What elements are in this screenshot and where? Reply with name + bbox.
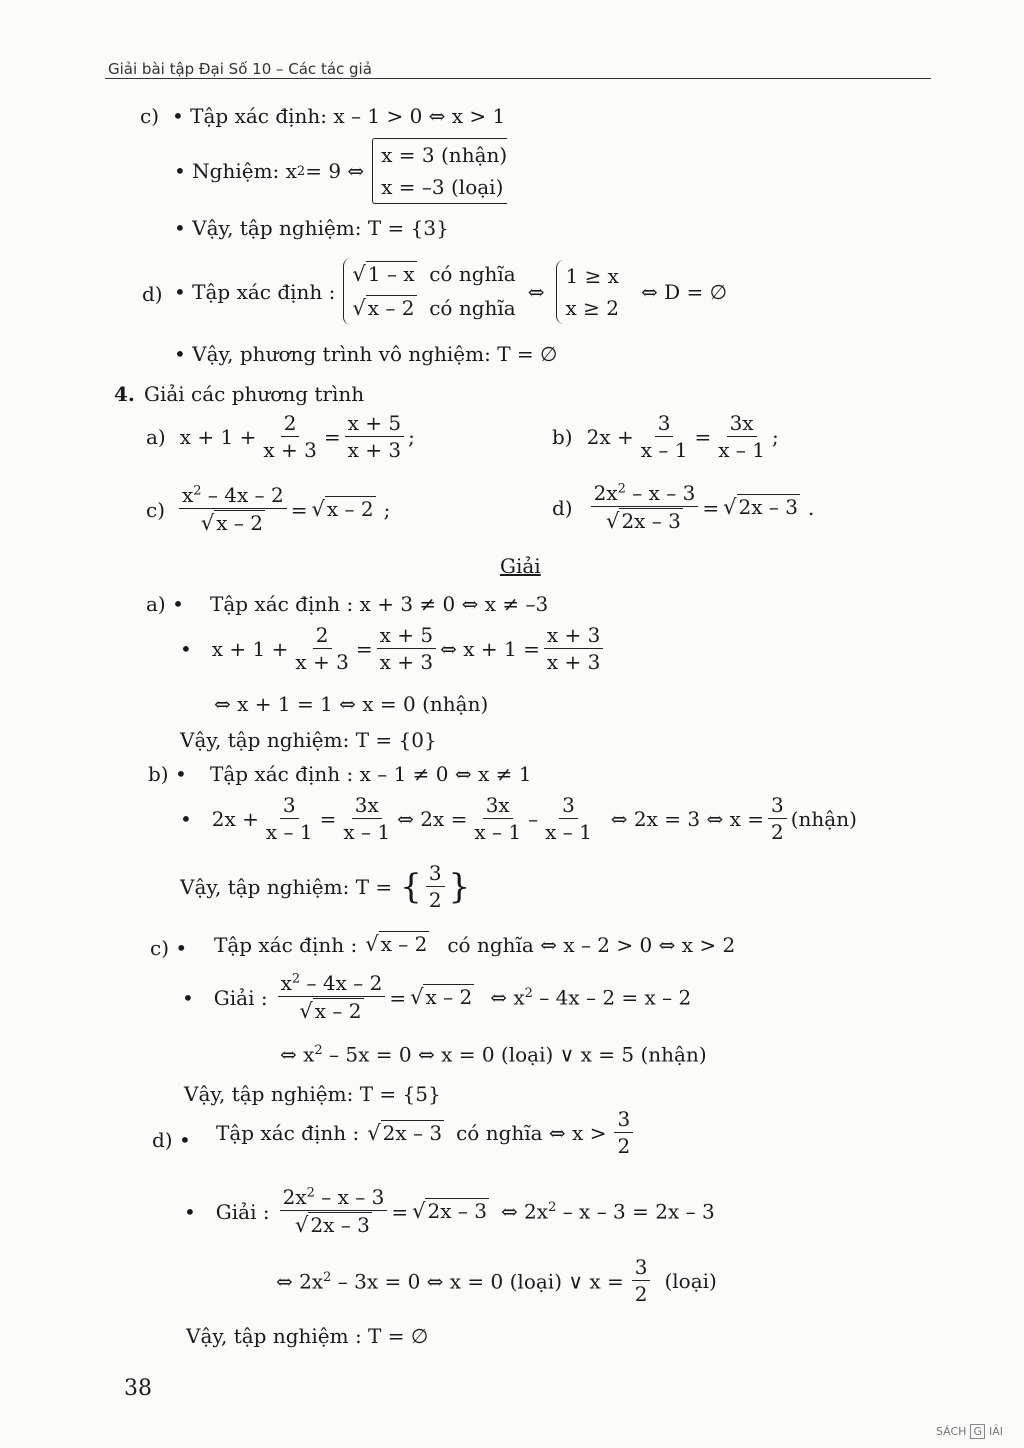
watermark: SÁCH G IẢI <box>935 1425 1003 1438</box>
sol-c-step: • Giải : $\frac{x^2 - 4x - 2}{√ x - 2}$ = √ x – 2 ⇔ $x^2 - 4x - 2 = x - 2$ <box>182 971 692 1023</box>
sol-b-domain: Tập xác định : x – 1 ≠ 0 ⇔ x ≠ 1 <box>210 762 532 786</box>
ex3d-conditions: 1 ≥ x x ≥ 2 <box>556 260 618 324</box>
header-rule <box>105 78 931 79</box>
sol-d-result: Vậy, tập nghiệm : T = ∅ <box>186 1324 429 1348</box>
sol-b-step: • 2x + $\frac{3}{x - 1}$ = $\frac{3x}{x - 1}$ ⇔ 2x = $\frac{3x}{x - 1}$ – $\frac{3}{x - 1}$ ⇔ 2x = 3 ⇔ x = $\frac{3}{2}$ (nhận) <box>180 793 857 844</box>
ex4a-equation: a) x + 1 + $\frac{2}{x + 3}$ = $\frac{x + 5}{x + 3}$ ; <box>146 411 415 462</box>
running-header: Giải bài tập Đại Số 10 – Các tác giả <box>108 60 372 78</box>
ex3d-result: • Vậy, phương trình vô nghiệm: T = ∅ <box>174 342 558 366</box>
sol-b-result: Vậy, tập nghiệm: T = { $\frac{3}{2}$ } <box>180 861 471 912</box>
sol-d-label: d) • <box>152 1128 191 1152</box>
ex3d-system: √ 1 – x có nghĩa √ x – 2 có nghĩa <box>343 258 515 325</box>
ex4-title: Giải các phương trình <box>144 382 365 406</box>
sol-a-result: Vậy, tập nghiệm: T = {0} <box>180 728 437 752</box>
sol-c-domain: Tập xác định : √ x – 2 có nghĩa ⇔ x – 2 > 0 ⇔ x > 2 <box>214 932 736 957</box>
ex4d-equation: d) $\frac{2x^2 - x - 3}{√ 2x - 3}$ = √ 2x – 3 . <box>552 481 815 533</box>
ex4-number: 4. <box>114 382 135 406</box>
ex3c-roots: • Nghiệm: x 2 = 9 ⇔ x = 3 (nhận) x = –3 (loại) <box>174 138 507 204</box>
sol-a-domain: Tập xác định : x + 3 ≠ 0 ⇔ x ≠ –3 <box>210 592 549 616</box>
ex3c-domain: • Tập xác định: x – 1 > 0 ⇔ x > 1 <box>172 104 506 128</box>
sol-c-result: Vậy, tập nghiệm: T = {5} <box>184 1082 441 1106</box>
ex4c-equation: c) $\frac{x^2 - 4x - 2}{√ x - 2}$ = √ x – 2 ; <box>146 483 391 535</box>
sol-a-label: a) • <box>146 592 184 616</box>
sol-a-conclusion: ⇔ x + 1 = 1 ⇔ x = 0 (nhận) <box>214 692 489 716</box>
sol-d-domain: Tập xác định : √ 2x – 3 có nghĩa ⇔ x > $\frac{3}{2}$ <box>216 1108 637 1158</box>
sol-a-step: • x + 1 + $\frac{2}{x + 3}$ = $\frac{x + 5}{x + 3}$ ⇔ x + 1 = $\frac{x + 3}{x + 3}$ <box>180 624 607 674</box>
ex4b-equation: b) 2x + $\frac{3}{x - 1}$ = $\frac{3x}{x - 1}$ ; <box>552 411 779 462</box>
ex3d-label: d) <box>142 282 163 306</box>
solution-heading: Giải <box>500 554 541 578</box>
ex3d-domain: • Tập xác định : √ 1 – x có nghĩa √ x – 2 có nghĩa ⇔ 1 ≥ x x ≥ 2 ⇔ D = ∅ <box>174 258 727 325</box>
sol-d-conclusion: ⇔ $2x^2 - 3x = 0$ ⇔ x = 0 (loại) ∨ x = $\frac{3}{2}$ (loại) <box>276 1255 717 1306</box>
sol-b-label: b) • <box>148 762 187 786</box>
page-number: 38 <box>124 1376 152 1401</box>
ex3c-result: • Vậy, tập nghiệm: T = {3} <box>174 216 449 240</box>
sol-c-conclusion: ⇔ $x^2 - 5x = 0$ ⇔ x = 0 (loại) ∨ x = 5 (nhận) <box>280 1042 707 1067</box>
sol-c-label: c) • <box>150 936 188 960</box>
sol-d-step: • Giải : $\frac{2x^2 - x - 3}{√ 2x - 3}$ = √ 2x – 3 ⇔ $2x^2 - x - 3 = 2x - 3$ <box>184 1185 715 1237</box>
ex3c-label: c) <box>140 104 160 128</box>
ex3c-bracket: x = 3 (nhận) x = –3 (loại) <box>372 138 507 204</box>
